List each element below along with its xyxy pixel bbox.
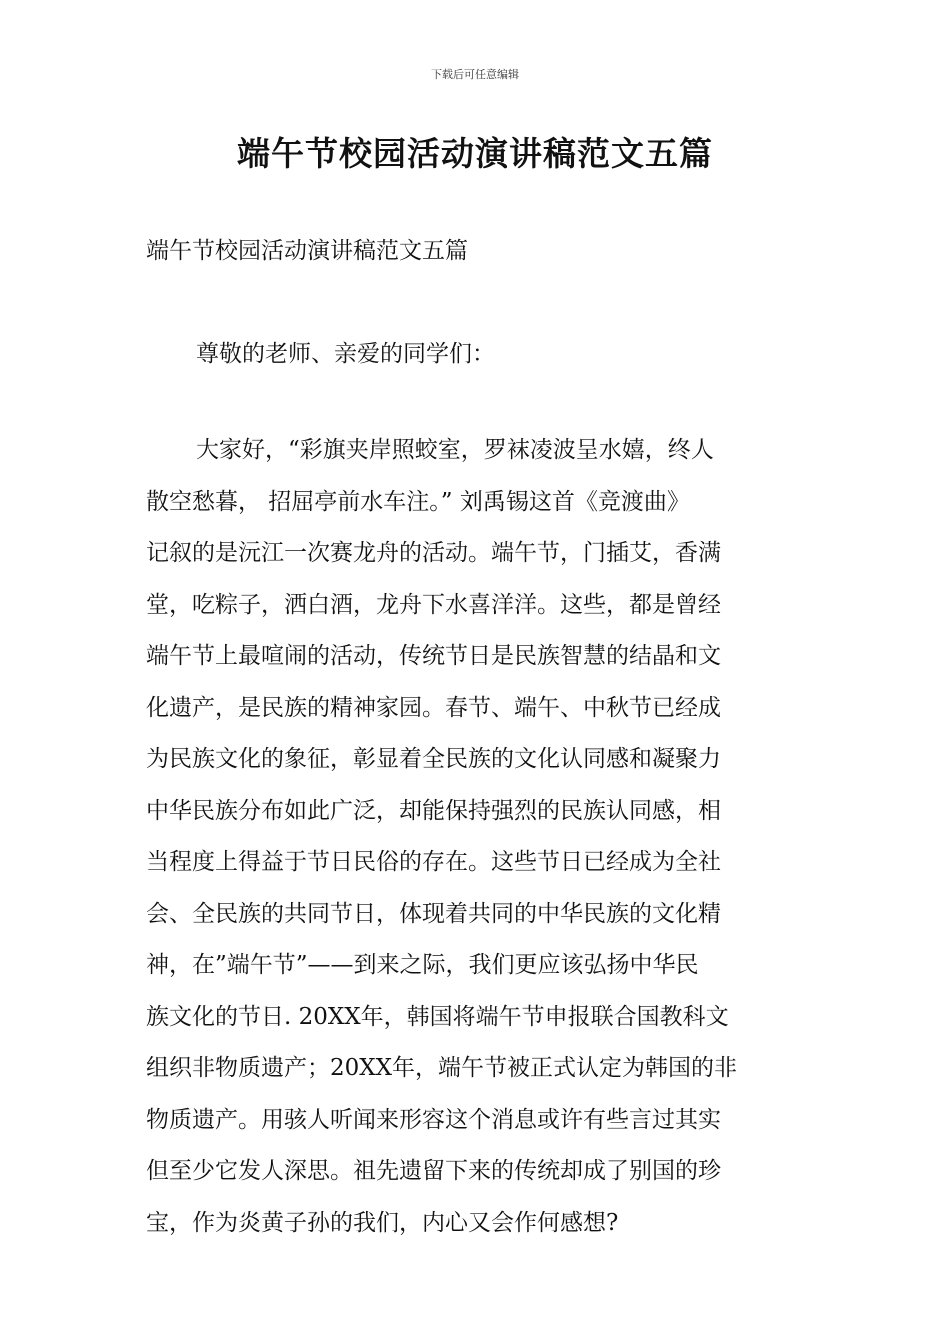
body-line: 化遗产，是民族的精神家园。春节、端午、中秋节已经成 xyxy=(146,694,721,721)
salutation: 尊敬的老师、亲爱的同学们： xyxy=(196,341,495,367)
header-note: 下载后可任意编辑 xyxy=(431,68,519,81)
body-line: 会、全民族的共同节日，体现着共同的中华民族的文化精 xyxy=(146,900,721,927)
body-line: 记叙的是沅江一次赛龙舟的活动。端午节，门插艾，香满 xyxy=(146,540,721,566)
body-line: 组织非物质遗产；20XX年，端午节被正式认定为韩国的非 xyxy=(146,1055,738,1081)
body-line: 中华民族分布如此广泛，却能保持强烈的民族认同感，相 xyxy=(146,797,721,824)
body-line: 堂，吃粽子，洒白酒，龙舟下水喜洋洋。这些，都是曾经 xyxy=(146,591,721,618)
body-line: 端午节上最喧闹的活动，传统节日是民族智慧的结晶和文 xyxy=(146,643,721,669)
body-line: 当程度上得益于节日民俗的存在。这些节日已经成为全社 xyxy=(146,849,721,875)
body-line: 宝，作为炎黄子孙的我们，内心又会作何感想? xyxy=(146,1209,619,1236)
body-line: 大家好，“彩旗夹岸照蛟室，罗袜凌波呈水嬉，终人 xyxy=(196,437,714,463)
body-line: 为民族文化的象征，彰显着全民族的文化认同感和凝聚力 xyxy=(146,746,721,772)
body-line: 神，在”端午节”——到来之际，我们更应该弘扬中华民 xyxy=(146,952,699,978)
body-line: 但至少它发人深思。祖先遗留下来的传统却成了别国的珍 xyxy=(146,1158,721,1184)
body-paragraph xyxy=(146,425,806,1249)
subtitle: 端午节校园活动演讲稿范文五篇 xyxy=(146,238,468,264)
body-line: 散空愁暮， 招屈亭前水车注。” 刘禹锡这首《竞渡曲》 xyxy=(146,488,690,515)
body-line: 物质遗产。用骇人听闻来形容这个消息或许有些言过其实 xyxy=(146,1106,721,1133)
page-title: 端午节校园活动演讲稿范文五篇 xyxy=(237,134,713,173)
body-line: 族文化的节日. 20XX年，韩国将端午节申报联合国教科文 xyxy=(146,1003,729,1030)
